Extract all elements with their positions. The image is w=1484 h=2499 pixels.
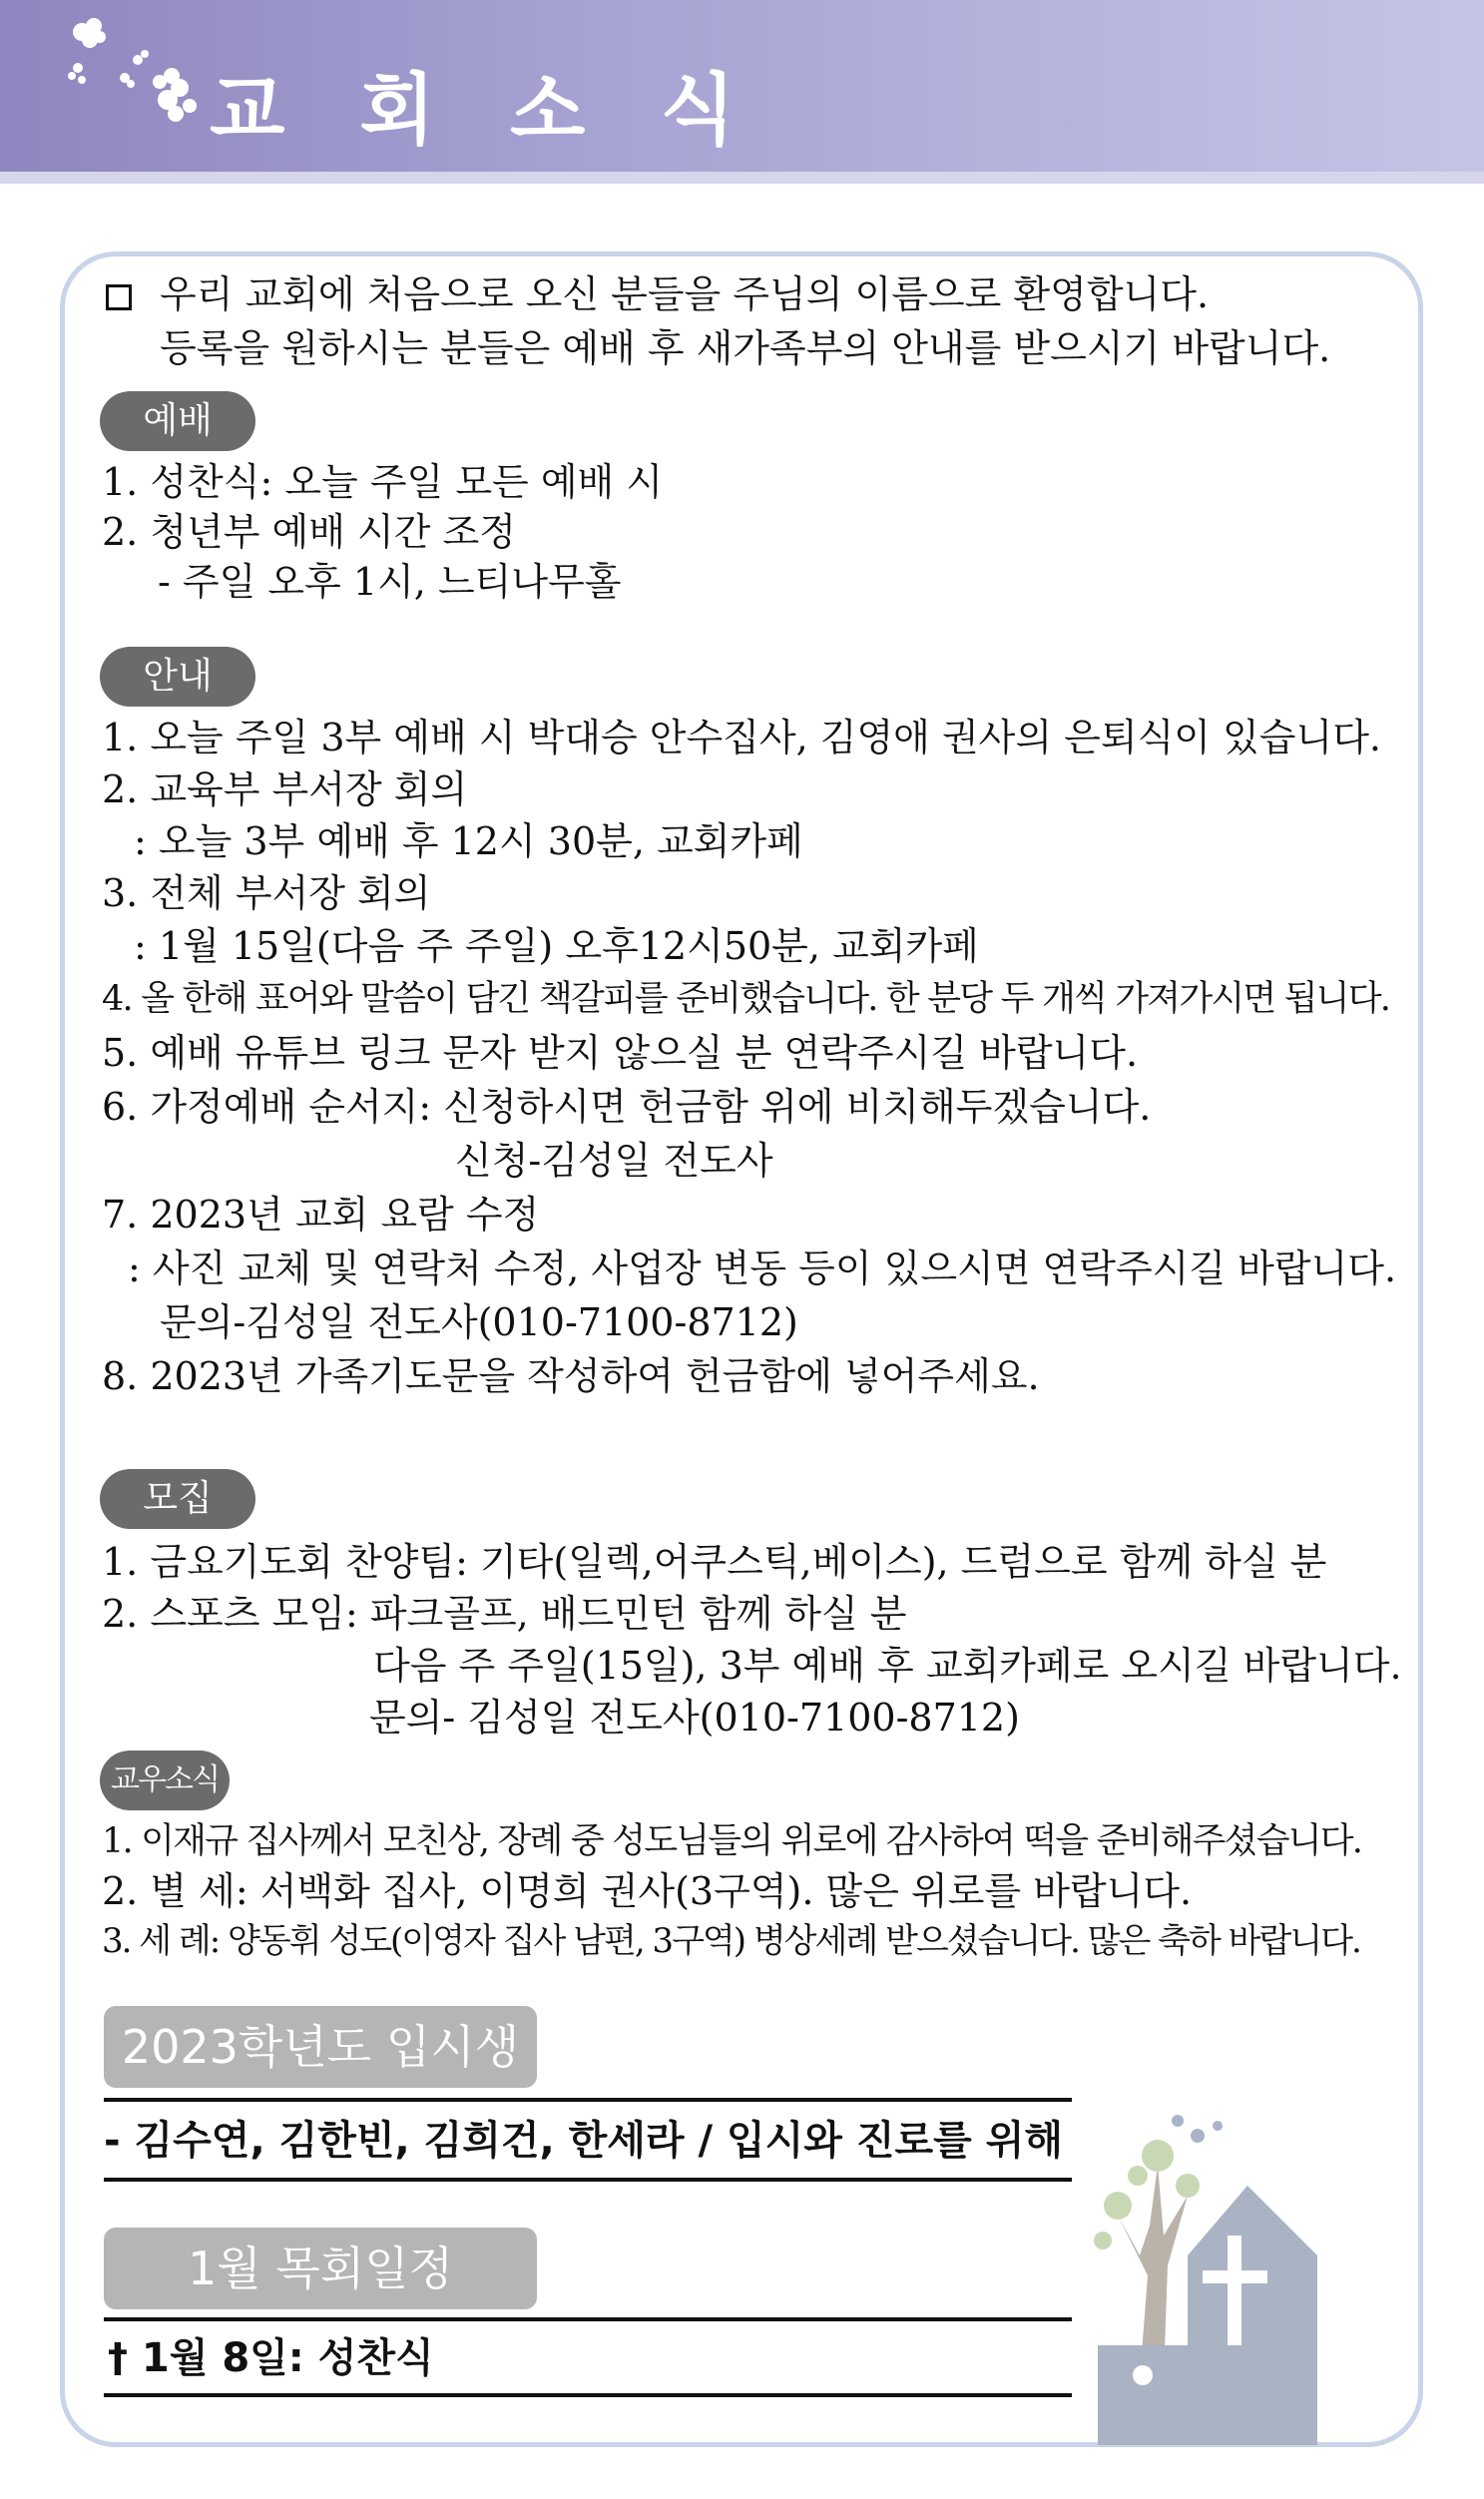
members-item-2: 2. 별 세: 서백화 집사, 이명희 권사(3구역). 많은 위로를 바랍니다. (102, 1869, 1193, 1913)
welcome-line-2: 등록을 원하시는 분들은 예배 후 새가족부의 안내를 받으시기 바랍니다. (160, 326, 1331, 370)
worship-item-1: 1. 성찬식: 오늘 주일 모든 예배 시 (102, 460, 664, 504)
exam-students-line: - 김수연, 김한빈, 김희건, 한세라 / 입시와 진로를 위해 (104, 2118, 1064, 2164)
notice-item-2-detail: : 오늘 3부 예배 후 12시 30분, 교회카페 (134, 819, 803, 863)
notice-item-1: 1. 오늘 주일 3부 예배 시 박대승 안수집사, 김영애 권사의 은퇴식이 있습니다. (102, 716, 1381, 759)
notice-item-7-contact: 문의-김성일 전도사(010-7100-8712) (160, 1300, 798, 1344)
notice-item-7-detail: : 사진 교체 및 연락처 수정, 사업장 변동 등이 있으시면 연락주시길 바랍니다. (128, 1247, 1397, 1290)
worship-item-2: 2. 청년부 예배 시간 조정 (102, 510, 516, 554)
section-label-worship: 예배 (100, 391, 255, 451)
notice-item-8: 8. 2023년 가족기도문을 작성하여 헌금함에 넣어주세요. (102, 1354, 1040, 1398)
notice-item-3-detail: : 1월 15일(다음 주 주일) 오후12시50분, 교회카페 (134, 924, 979, 968)
notice-item-7: 7. 2023년 교회 요람 수정 (102, 1193, 540, 1237)
notice-item-5: 5. 예배 유튜브 링크 문자 받지 않으실 분 연락주시길 바랍니다. (102, 1031, 1139, 1075)
members-item-3: 3. 세 례: 양동휘 성도(이영자 집사 남편, 3구역) 병상세례 받으셨습니다. 많은 축하 바랍니다. (102, 1921, 1360, 1961)
divider-top (104, 2098, 1072, 2102)
flower-decoration-icon (30, 10, 230, 140)
worship-item-3: - 주일 오후 1시, 느티나무홀 (158, 560, 622, 604)
banner-schedule: 1월 목회일정 (104, 2228, 537, 2309)
divider-bottom (104, 2178, 1072, 2182)
divider-bottom (104, 2393, 1072, 2397)
section-label-members: 교우소식 (100, 1750, 230, 1810)
header-divider (0, 172, 1484, 184)
schedule-line: † 1월 8일: 성찬식 (108, 2335, 434, 2381)
notice-item-3: 3. 전체 부서장 회의 (102, 871, 431, 915)
members-item-1: 1. 이재규 집사께서 모친상, 장례 중 성도님들의 위로에 감사하여 떡을 준비해주셨습니다. (102, 1821, 1362, 1861)
notice-item-6: 6. 가정예배 순서지: 신청하시면 헌금함 위에 비치해두겠습니다. (102, 1085, 1152, 1129)
recruit-item-2-contact: 문의- 김성일 전도사(010-7100-8712) (369, 1696, 1020, 1740)
divider-top (104, 2317, 1072, 2321)
recruit-item-1: 1. 금요기도회 찬양팀: 기타(일렉,어쿠스틱,베이스), 드럼으로 함께 하실 분 (102, 1540, 1327, 1584)
notice-item-2: 2. 교육부 부서장 회의 (102, 767, 468, 811)
recruit-item-2: 2. 스포츠 모임: 파크골프, 배드민턴 함께 하실 분 (102, 1592, 907, 1636)
notice-item-6-detail: 신청-김성일 전도사 (455, 1139, 773, 1183)
notice-item-4: 4. 올 한해 표어와 말씀이 담긴 책갈피를 준비했습니다. 한 분당 두 개씩 가져가시면 됩니다. (102, 979, 1390, 1019)
section-label-recruit: 모집 (100, 1469, 255, 1529)
banner-exam-students: 2023학년도 입시생 (104, 2006, 537, 2088)
checkbox-square-icon (106, 284, 132, 310)
section-label-notice: 안내 (100, 647, 255, 707)
church-tree-illustration-icon (1078, 2106, 1377, 2445)
welcome-line-1: 우리 교회에 처음으로 오신 분들을 주님의 이름으로 환영합니다. (160, 272, 1210, 316)
recruit-item-2-detail: 다음 주 주일(15일), 3부 예배 후 교회카페로 오시길 바랍니다. (373, 1644, 1402, 1688)
page-title: 교 회 소 식 (210, 66, 759, 156)
